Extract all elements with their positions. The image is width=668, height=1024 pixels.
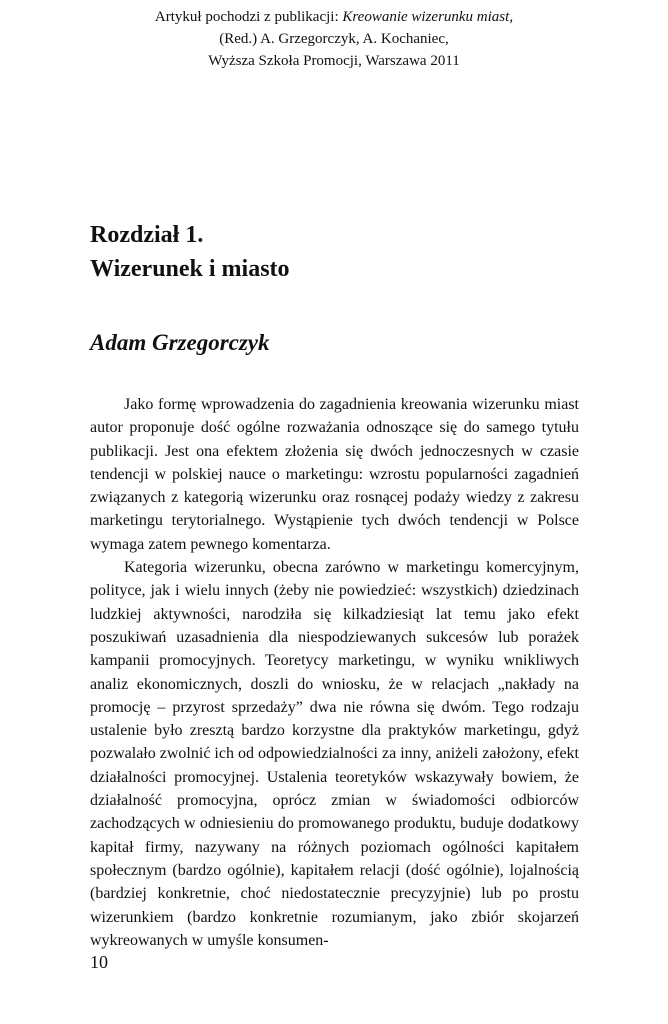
header-line-1: [0, 6, 668, 28]
paragraph: Jako formę wprowadzenia do zagadnienia kreowania wizerunku miast autor proponuje dość ogólne rozważania odnoszące się do samego tytułu publikacji. Jest ona efektem złożenia się dwóch jednoczesnych w czasie tendencji w polskiej nauce o marketingu: wzrostu popularności zagadnień związanych z kategorią wizerunku oraz rosnącej podaży wiedzy z zakresu marketingu terytorialnego. Wystąpienie tych dwóch tendencji w Polsce wymaga zatem pewnego komentarza.: [90, 396, 579, 553]
header-line-1-suffix: ,: [509, 9, 514, 25]
author-name: Adam Grzegorczyk: [90, 330, 270, 355]
header-line-2: (Red.) A. Grzegorczyk, A. Kochaniec,: [219, 31, 449, 47]
paragraph: Kategoria wizerunku, obecna zarówno w marketingu komercyjnym, polityce, jak i wielu innych (żeby nie powiedzieć: wszystkich) dziedzinach ludzkiej aktywności, narodziła się kilkadziesiąt lat temu jako efekt poszukiwań uzasadnienia dla niespodziewanych sukcesów lub porażek kampanii promocyjnych. Teoretycy marketingu, w wyniku wnikliwych analiz ekonomicznych, doszli do wniosku, że w relacjach „nakłady na promocję – przyrost sprzedaży” dwa nie równa się dwóm. Tego rodzaju ustalenie było zresztą bardzo korzystne dla praktyków marketingu, gdyż pozwalało zwolnić ich od odpowiedzialności za inny, aniżeli założony, efekt działalności promocyjnej. Ustalenia teoretyków wskazywały bowiem, że działalność promocyjna, oprócz zmian w świadomości odbiorców zachodzących w odniesieniu do promowanego produktu, buduje dodatkowy kapitał firmy, nazywany na różnych poziomach ogólności kapitałem społecznym (bardzo ogólnie), kapitałem relacji (dość ogólnie), lojalnością (bardziej konkretnie, choć niedostatecznie precyzyjnie) lub po prostu wizerunkiem (bardzo konkretnie rozumianym, jako zbiór skojarzeń wykreowanych w umyśle konsumen-: [90, 559, 579, 949]
running-header: [0, 6, 668, 72]
chapter-title: Wizerunek i miasto: [90, 256, 290, 282]
publication-title: Kreowanie wizerunku miast: [342, 9, 510, 25]
header-line-1-prefix: Artykuł pochodzi z publikacji:: [154, 9, 343, 25]
header-line-3: Wyższa Szkoła Promocji, Warszawa 2011: [208, 53, 460, 69]
chapter-heading: [90, 218, 290, 286]
page-number: 10: [90, 952, 108, 972]
chapter-number: Rozdział 1.: [90, 222, 204, 248]
body-text: [90, 393, 579, 952]
